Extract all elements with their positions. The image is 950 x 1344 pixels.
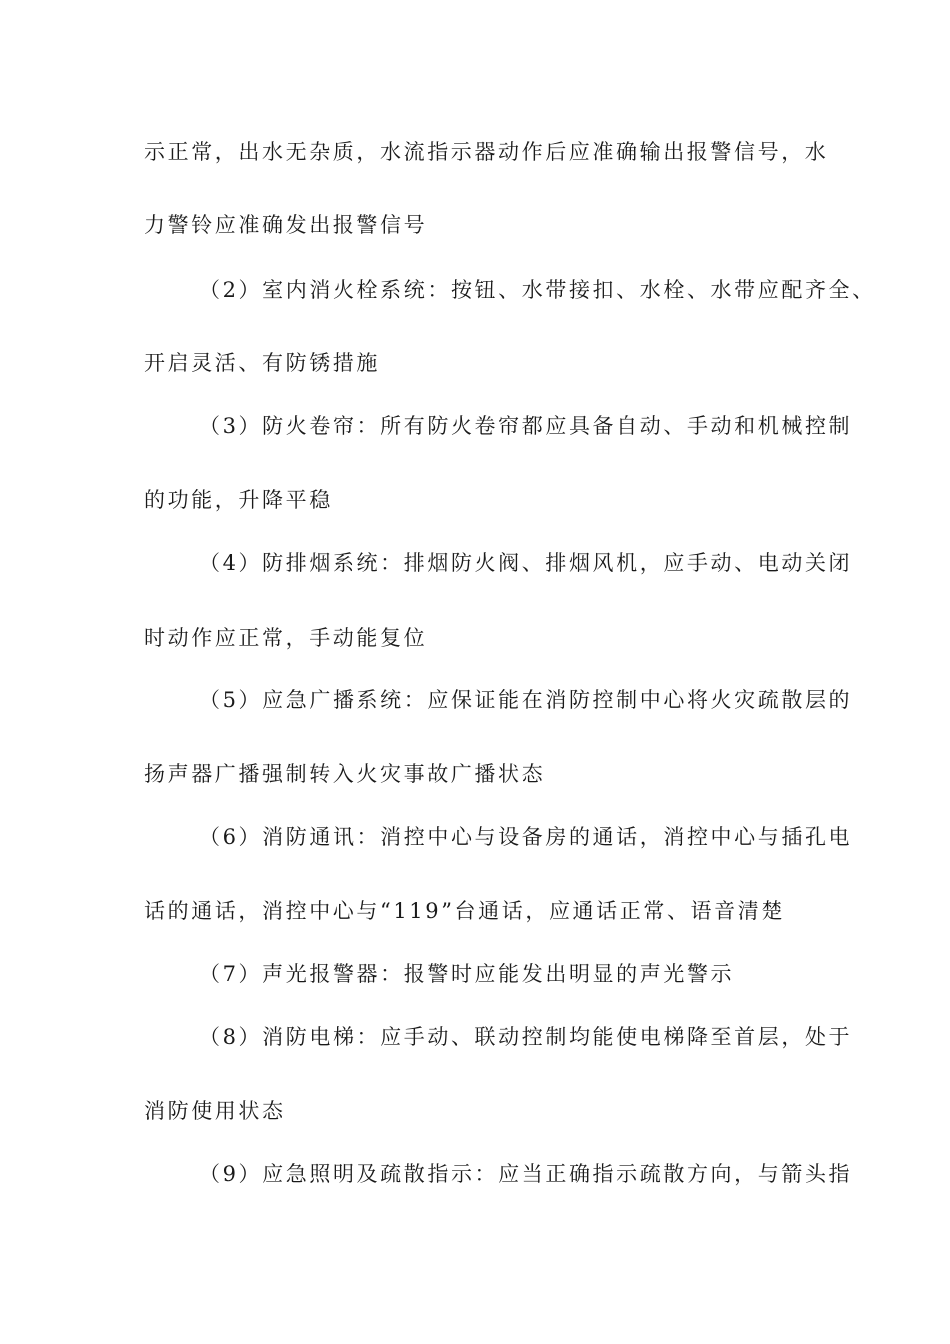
item-3-line-2: 的功能，升降平稳 xyxy=(144,488,333,512)
item-3-line-1: （3）防火卷帘：所有防火卷帘都应具备自动、手动和机械控制 xyxy=(199,414,853,438)
item-6-line-1: （6）消防通讯：消控中心与设备房的通话，消控中心与插孔电 xyxy=(199,825,853,849)
item-9-line-1: （9）应急照明及疏散指示：应当正确指示疏散方向，与箭头指 xyxy=(199,1162,853,1186)
item-8-line-1: （8）消防电梯：应手动、联动控制均能使电梯降至首层，处于 xyxy=(199,1025,853,1049)
item-8-line-2: 消防使用状态 xyxy=(144,1099,286,1123)
item-7-line-1: （7）声光报警器：报警时应能发出明显的声光警示 xyxy=(199,962,735,986)
item-2-line-2: 开启灵活、有防锈措施 xyxy=(144,351,380,375)
item-5-line-2: 扬声器广播强制转入火灾事故广播状态 xyxy=(144,762,546,786)
item-4-line-1: （4）防排烟系统：排烟防火阀、排烟风机，应手动、电动关闭 xyxy=(199,551,853,575)
text-line-2: 力警铃应准确发出报警信号 xyxy=(144,213,428,237)
text-line-1: 示正常，出水无杂质，水流指示器动作后应准确输出报警信号，水 xyxy=(144,140,829,164)
item-6-line-2: 话的通话，消控中心与“119”台通话，应通话正常、语音清楚 xyxy=(144,899,785,923)
item-5-line-1: （5）应急广播系统：应保证能在消防控制中心将火灾疏散层的 xyxy=(199,688,853,712)
item-4-line-2: 时动作应正常，手动能复位 xyxy=(144,626,428,650)
item-2-line-1: （2）室内消火栓系统：按钮、水带接扣、水栓、水带应配齐全、 xyxy=(199,278,876,302)
